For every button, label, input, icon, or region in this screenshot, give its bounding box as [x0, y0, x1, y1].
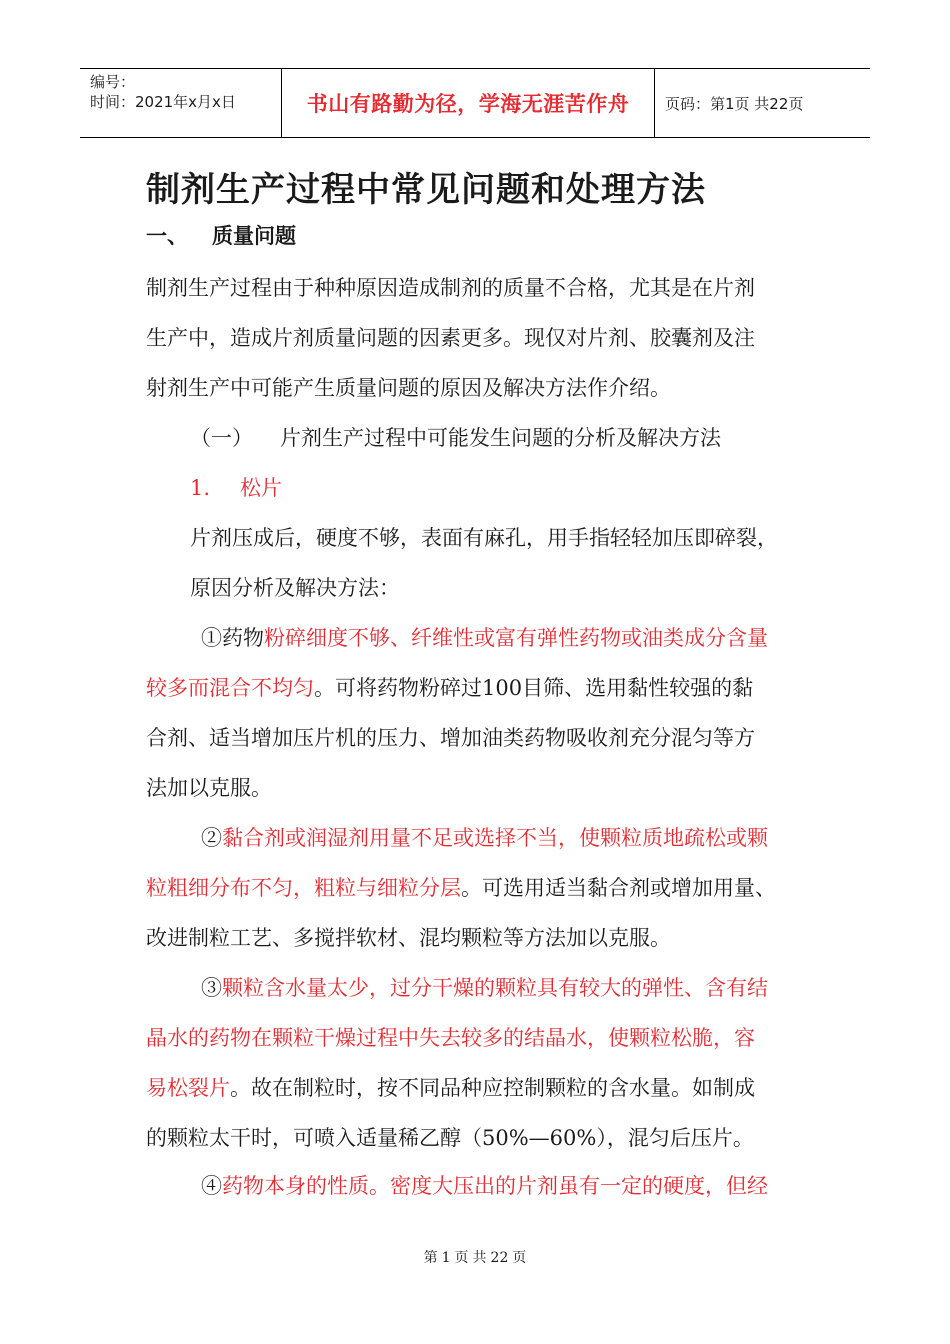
code-label: 编号： [90, 73, 136, 91]
p3-text-1: 。故在制粒时，按不同品种应控制颗粒的含水量。如制成 [230, 1076, 755, 1100]
p3-line-1 [201, 972, 768, 1002]
desc-line-2: 原因分析及解决方法： [190, 576, 400, 600]
p3-line-3 [146, 1072, 755, 1102]
section-title: 质量问题 [212, 223, 296, 248]
section-number: 一、 [146, 223, 188, 248]
intro-line-3: 射剂生产中可能产生质量问题的原因及解决方法作介绍。 [146, 376, 671, 400]
footer-total-pages: 22 [490, 1250, 509, 1266]
item-number: 1. [190, 476, 211, 500]
p3-prefix: ③ [201, 976, 222, 1000]
p2-line-2 [146, 872, 776, 902]
p2-highlight-2: 粒粗细分布不匀，粗粒与细粒分层 [146, 876, 461, 900]
p3-line-4: 的颗粒太干时，可喷入适量稀乙醇（50%—60%），混匀后压片。 [146, 1126, 754, 1150]
subsection-heading [190, 422, 721, 452]
time-label: 时间：2021年x月x日 [90, 93, 236, 111]
document-title: 制剂生产过程中常见问题和处理方法 [146, 170, 706, 210]
footer-word-3: 共 [472, 1250, 487, 1266]
desc-line-1: 片剂压成后，硬度不够，表面有麻孔，用手指轻轻加压即碎裂， [190, 526, 778, 550]
p1-line-1 [201, 622, 768, 652]
header-left-cell [80, 69, 282, 137]
p2-text-1: 。可选用适当黏合剂或增加用量、 [461, 876, 776, 900]
section-heading [146, 220, 296, 250]
footer-word-2: 页 [454, 1250, 469, 1266]
footer-word-1: 第 [423, 1250, 438, 1266]
footer-word-4: 页 [512, 1250, 527, 1266]
p4-prefix: ④ [201, 1174, 222, 1198]
p1-prefix: ①药物 [201, 626, 264, 650]
p2-prefix: ② [201, 826, 222, 850]
p2-line-1 [201, 822, 768, 852]
item-heading [190, 472, 282, 502]
p3-highlight-1: 颗粒含水量太少，过分干燥的颗粒具有较大的弹性、含有结 [222, 976, 768, 1000]
p4-line-1 [201, 1170, 768, 1200]
header-table [80, 68, 870, 138]
p3-highlight-2: 易松裂片 [146, 1076, 230, 1100]
p2-highlight-1: 黏合剂或润湿剂用量不足或选择不当，使颗粒质地疏松或颗 [222, 826, 768, 850]
p1-line-3: 合剂、适当增加压片机的压力、增加油类药物吸收剂充分混匀等方 [146, 726, 755, 750]
p1-text-1: 。可将药物粉碎过100目筛、选用黏性较强的黏 [314, 676, 754, 700]
p3-line-2: 晶水的药物在颗粒干燥过程中失去较多的结晶水，使颗粒松脆，容 [146, 1026, 755, 1050]
p1-highlight-1: 粉碎细度不够、纤维性或富有弹性药物或油类成分含量 [264, 626, 768, 650]
motto: 书山有路勤为径，学海无涯苦作舟 [282, 69, 655, 137]
p2-line-3: 改进制粒工艺、多搅拌软材、混均颗粒等方法加以克服。 [146, 926, 671, 950]
intro-line-2: 生产中，造成片剂质量问题的因素更多。现仅对片剂、胶囊剂及注 [146, 326, 755, 350]
page-info: 页码：第1页 共22页 [665, 94, 804, 113]
footer-page-number: 1 [441, 1250, 451, 1266]
p4-highlight-1: 药物本身的性质。密度大压出的片剂虽有一定的硬度，但经 [222, 1174, 768, 1198]
intro-line-1: 制剂生产过程由于种种原因造成制剂的质量不合格，尤其是在片剂 [146, 276, 755, 300]
p1-line-4: 法加以克服。 [146, 776, 272, 800]
item-title: 松片 [240, 476, 282, 500]
subsection-number: （一） [190, 426, 253, 450]
p1-line-2 [146, 672, 753, 702]
p1-highlight-2: 较多而混合不均匀 [146, 676, 314, 700]
subsection-title: 片剂生产过程中可能发生问题的分析及解决方法 [280, 426, 721, 450]
page-footer [0, 1247, 950, 1267]
